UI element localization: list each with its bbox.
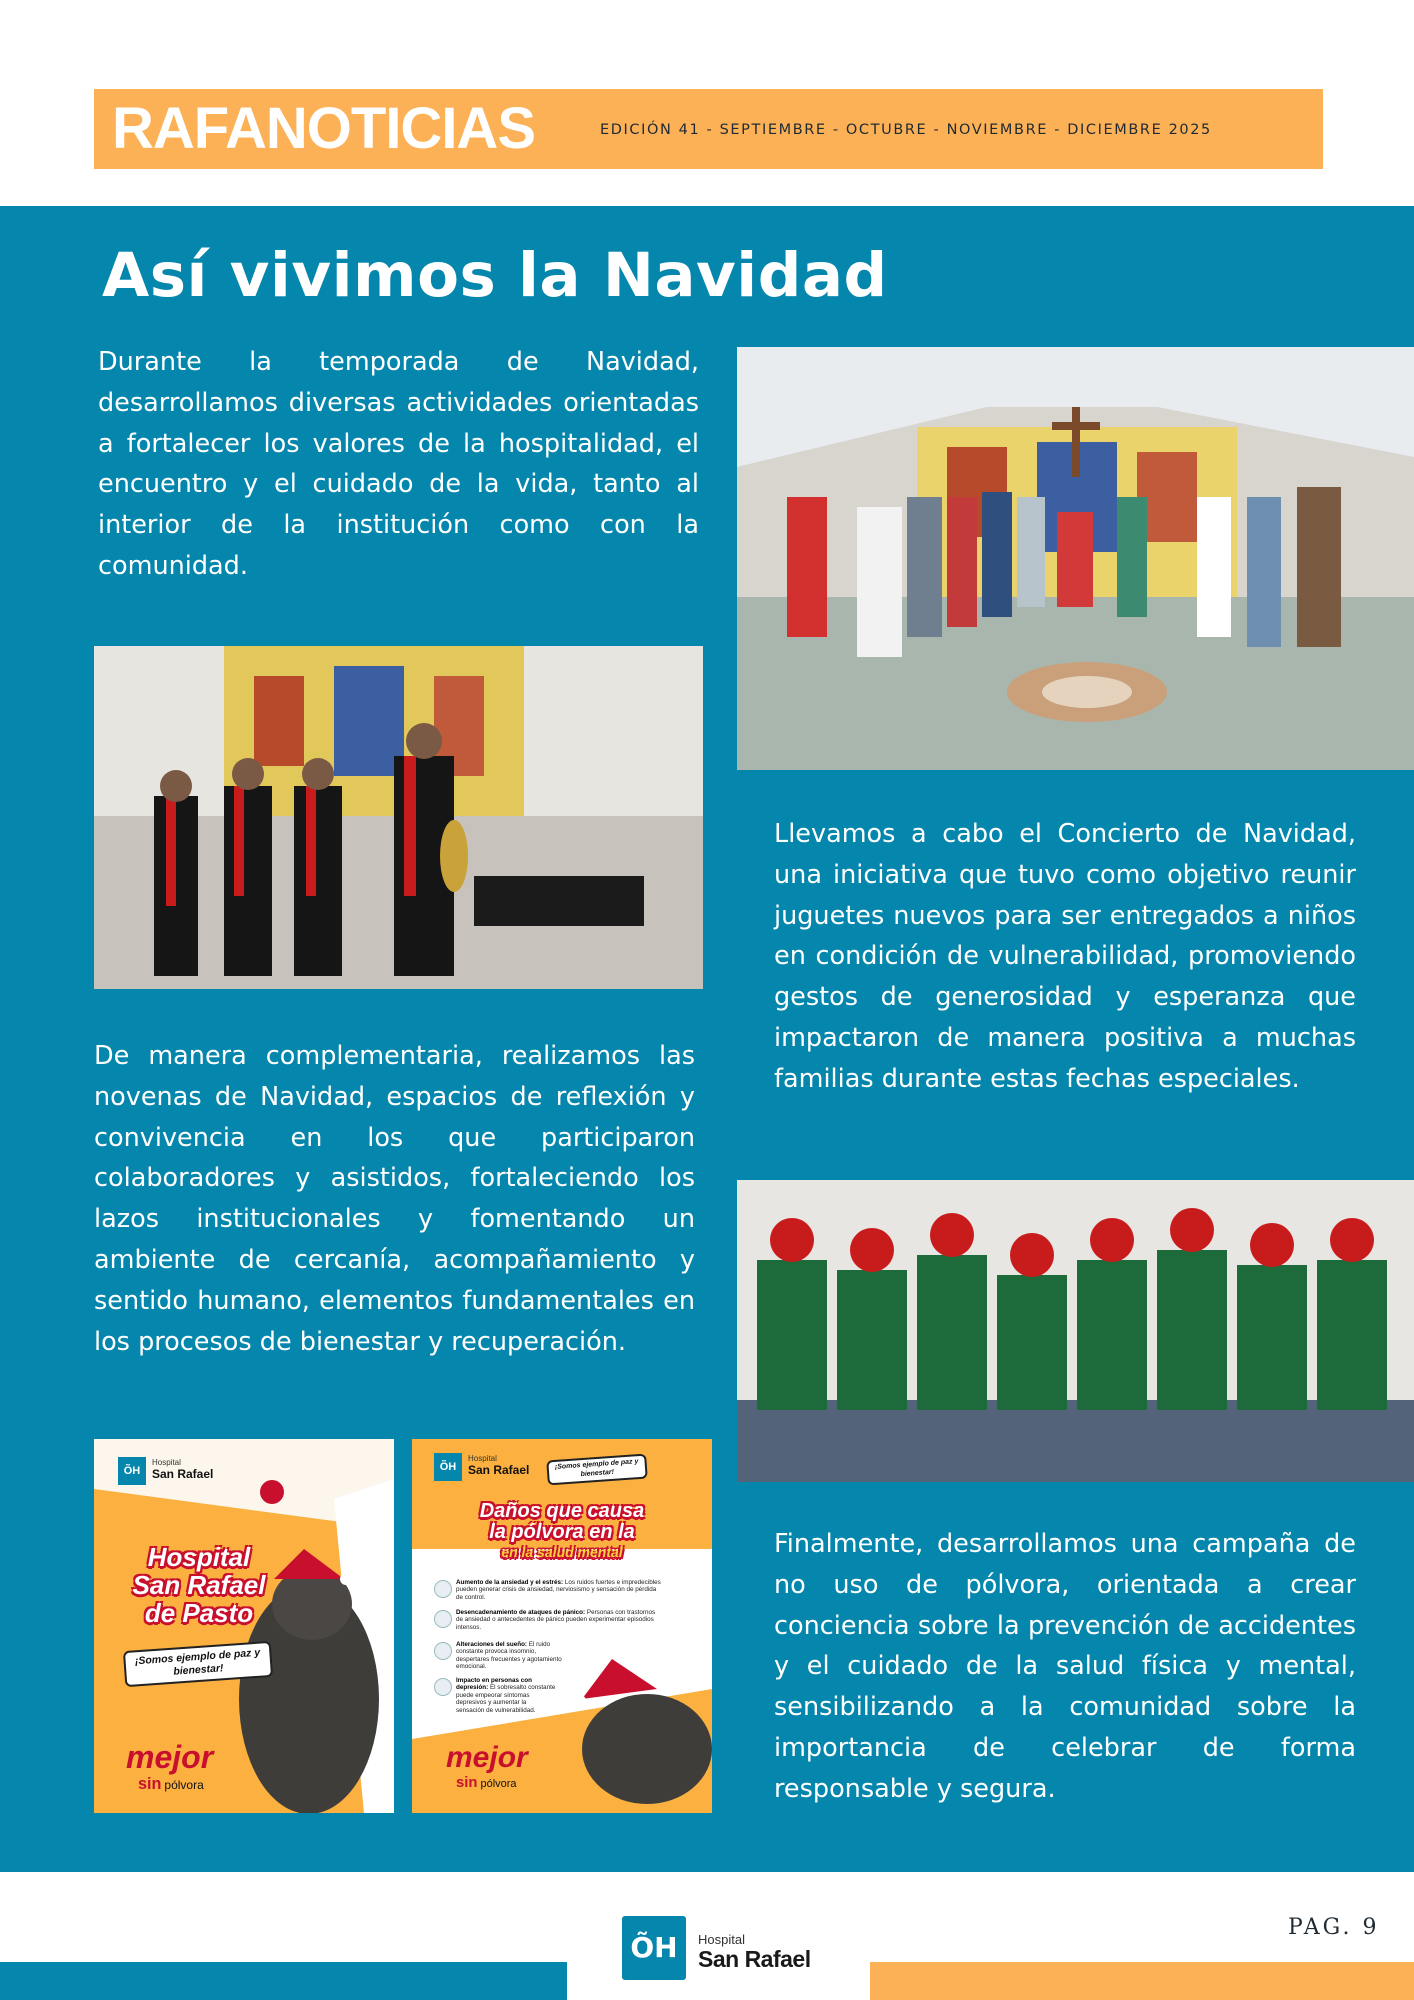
poster2-headline: Daños que causa la pólvora en la	[479, 1500, 645, 1543]
concert-paragraph: Llevamos a cabo el Concierto de Navidad, una iniciativa que tuvo como objetivo reunir juguetes nuevos para ser entregados a niños en condición de vulnerabilidad, promoviendo gestos de generosidad y esperanza que impactaron de manera positiva a muchas familias durante estas fechas especiales.	[774, 819, 1356, 1094]
poster2-subheadline: en la salud mental	[501, 1544, 623, 1560]
group-chapel-photo	[737, 347, 1414, 770]
article-title: Así vivimos la Navidad	[102, 240, 888, 311]
campaign-paragraph: Finalmente, desarrollamos una campaña de no uso de pólvora, orientada a crear conciencia sobre la prevención de accidentes y el cuidado de la salud física y mental, sensibilizando a la comunidad sobre la importancia de celebrar de forma responsable y segura.	[774, 1529, 1356, 1804]
poster1-brand: ÕH Hospital San Rafael	[118, 1457, 218, 1487]
logo-big-text: San Rafael	[698, 1946, 811, 1972]
poster2-tagline: ¡Somos ejemplo de paz y bienestar!	[546, 1454, 648, 1486]
hospital-logo-icon: ÕH	[118, 1457, 146, 1485]
intro-paragraph: Durante la temporada de Navidad, desarrollamos diversas actividades orientadas a fortalecer los valores de la hospitalidad, el encuentro y el cuidado de la vida, tanto al interior de la institución como con la comunidad.	[98, 347, 699, 581]
edition-label: EDICIÓN 41 - SEPTIEMBRE - OCTUBRE - NOVIEMBRE - DICIEMBRE 2025	[600, 122, 1212, 138]
poster1-tagline: ¡Somos ejemplo de paz y bienestar!	[123, 1641, 273, 1687]
musicians-photo	[94, 646, 703, 989]
poster2-campaign-logo: mejor	[446, 1741, 528, 1774]
poster2-item: Impacto en personas con depresión: El sobresalto constante puede empeorar síntomas depresivos y aumentar la sensación de vulnerabilidad.	[434, 1677, 684, 1713]
poster1-campaign-logo: mejor	[126, 1739, 214, 1775]
poster-hospital-san-rafael	[94, 1439, 394, 1813]
footer-bar-blue	[0, 1962, 567, 2000]
poster1-campaign-sub: sin pólvora	[138, 1775, 204, 1793]
poster2-brand: ÕH Hospital San Rafael	[434, 1453, 534, 1483]
paw-icon	[260, 1480, 284, 1504]
sleep-icon	[434, 1642, 452, 1660]
poster-polvora-damage	[412, 1439, 712, 1813]
novenas-paragraph: De manera complementaria, realizamos las novenas de Navidad, espacios de reflexión y convivencia en los que participaron colaboradores y asistidos, fortaleciendo los lazos institucionales y fomentando un ambiente de cercanía, acompañamiento y sentido humano, elementos fundamentales en los procesos de bienestar y recuperación.	[94, 1041, 695, 1357]
children-choir-photo	[737, 1180, 1414, 1482]
footer-bar-orange	[870, 1962, 1414, 2000]
hospital-logo-icon: ÕH	[434, 1453, 462, 1481]
magazine-title: RAFANOTICIAS	[112, 96, 535, 161]
hospital-logo	[622, 1914, 832, 1980]
page-number: PAG. 9	[1288, 1915, 1380, 1940]
poster2-campaign-sub: sin pólvora	[456, 1775, 517, 1791]
logo-small-text: Hospital	[698, 1932, 745, 1947]
hospital-logo-icon: ÕH	[622, 1916, 686, 1980]
poster2-item: Aumento de la ansiedad y el estrés: Los ruidos fuertes e impredecibles pueden generar crisis de ansiedad, nerviosismo y sensación de pérdida de control.	[434, 1579, 684, 1605]
depression-icon	[434, 1678, 452, 1696]
panic-icon	[434, 1610, 452, 1628]
poster1-headline: Hospital San Rafael de Pasto	[132, 1542, 266, 1628]
anxiety-icon	[434, 1580, 452, 1598]
poster2-item: Desencadenamiento de ataques de pánico: Personas con trastornos de ansiedad o antecedentes de pánico pueden experimentar episodios intensos.	[434, 1609, 684, 1635]
poster2-item: Alteraciones del sueño: El ruido constante provoca insomnio, despertares frecuentes y agotamiento emocional.	[434, 1641, 684, 1671]
